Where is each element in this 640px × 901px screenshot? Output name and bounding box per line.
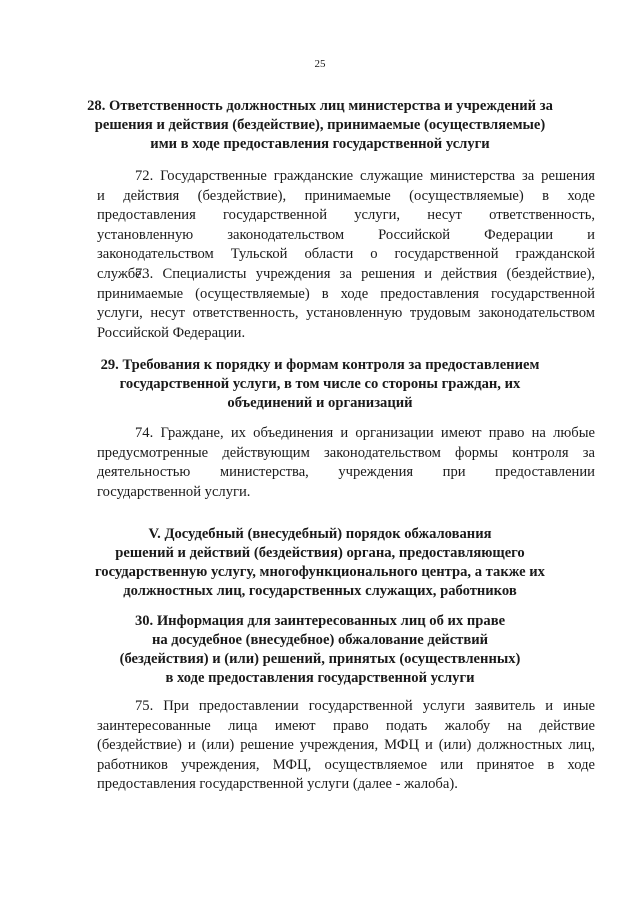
paragraph-73 [97,265,595,343]
heading-line: государственной услуги, в том числе со стороны граждан, их [119,376,521,392]
paragraph-line: принимаемые (осуществляемые) в ходе предоставления государственной [97,285,595,302]
section-30-heading [60,612,580,688]
heading-line: ими в ходе предоставления государственной услуги [150,136,490,152]
paragraph-line: предусмотренные действующим законодательством формы контроля за [97,444,595,461]
paragraph-line: и действия (бездействие), принимаемые (осуществляемые) в ходе [97,187,595,204]
paragraph-line: службе. [97,265,146,282]
paragraph-line: государственной услуги. [97,483,251,500]
heading-line: в ходе предоставления государственной услуги [165,670,475,686]
paragraph-line: 74. Граждане, их объединения и организации имеют право на любые [135,425,595,441]
heading-line: 29. Требования к порядку и формам контроля за предоставлением [100,357,540,373]
section-28-heading [60,97,580,154]
paragraph-line: услуги, несут ответственность, установленную трудовым законодательством [97,305,595,322]
paragraph-line: установленную законодательством Российской Федерации и [97,226,595,243]
paragraph-line: (бездействие) и (или) решение учреждения, МФЦ и (или) должностных лиц, [97,737,595,754]
section-29-heading [60,356,580,413]
paragraph-line: 75. При предоставлении государственной услуги заявитель и иные [135,698,595,714]
paragraph-line: деятельностью министерства, учреждения при предоставлении [97,464,595,481]
paragraph-line: Российской Федерации. [97,324,246,341]
section-v-heading [60,525,580,601]
heading-line: государственную услугу, многофункционального центра, а также их [95,564,545,580]
paragraph-line: 72. Государственные гражданские служащие министерства за решения [135,168,595,184]
heading-line: решения и действия (бездействие), принимаемые (осуществляемые) [94,117,546,133]
paragraph-line: 73. Специалисты учреждения за решения и действия (бездействие), [135,266,595,282]
paragraph-line: работников учреждения, МФЦ, осуществляемое или принятое в ходе [97,756,595,773]
heading-line: объединений и организаций [227,395,413,411]
paragraph-line: законодательством Тульской области о государственной гражданской [97,246,595,263]
heading-line: на досудебное (внесудебное) обжалование действий [151,632,489,648]
paragraph-line: предоставления государственной услуги (далее - жалоба). [97,776,458,793]
paragraph-75 [97,697,595,795]
heading-line: (бездействия) и (или) решений, принятых (осуществленных) [119,651,521,667]
heading-line: решений и действий (бездействия) органа, предоставляющего [115,545,525,561]
page-number: 25 [314,58,326,70]
heading-line: V. Досудебный (внесудебный) порядок обжалования [148,526,492,542]
paragraph-line: заинтересованные лица имеют право подать жалобу на действие [97,717,595,734]
paragraph-74 [97,424,595,502]
paragraph-line: предоставления государственной услуги, несут ответственность, [97,207,595,224]
heading-line: 30. Информация для заинтересованных лиц об их праве [134,613,506,629]
heading-line: 28. Ответственность должностных лиц министерства и учреждений за [87,98,553,114]
heading-line: должностных лиц, государственных служащих, работников [123,583,517,599]
